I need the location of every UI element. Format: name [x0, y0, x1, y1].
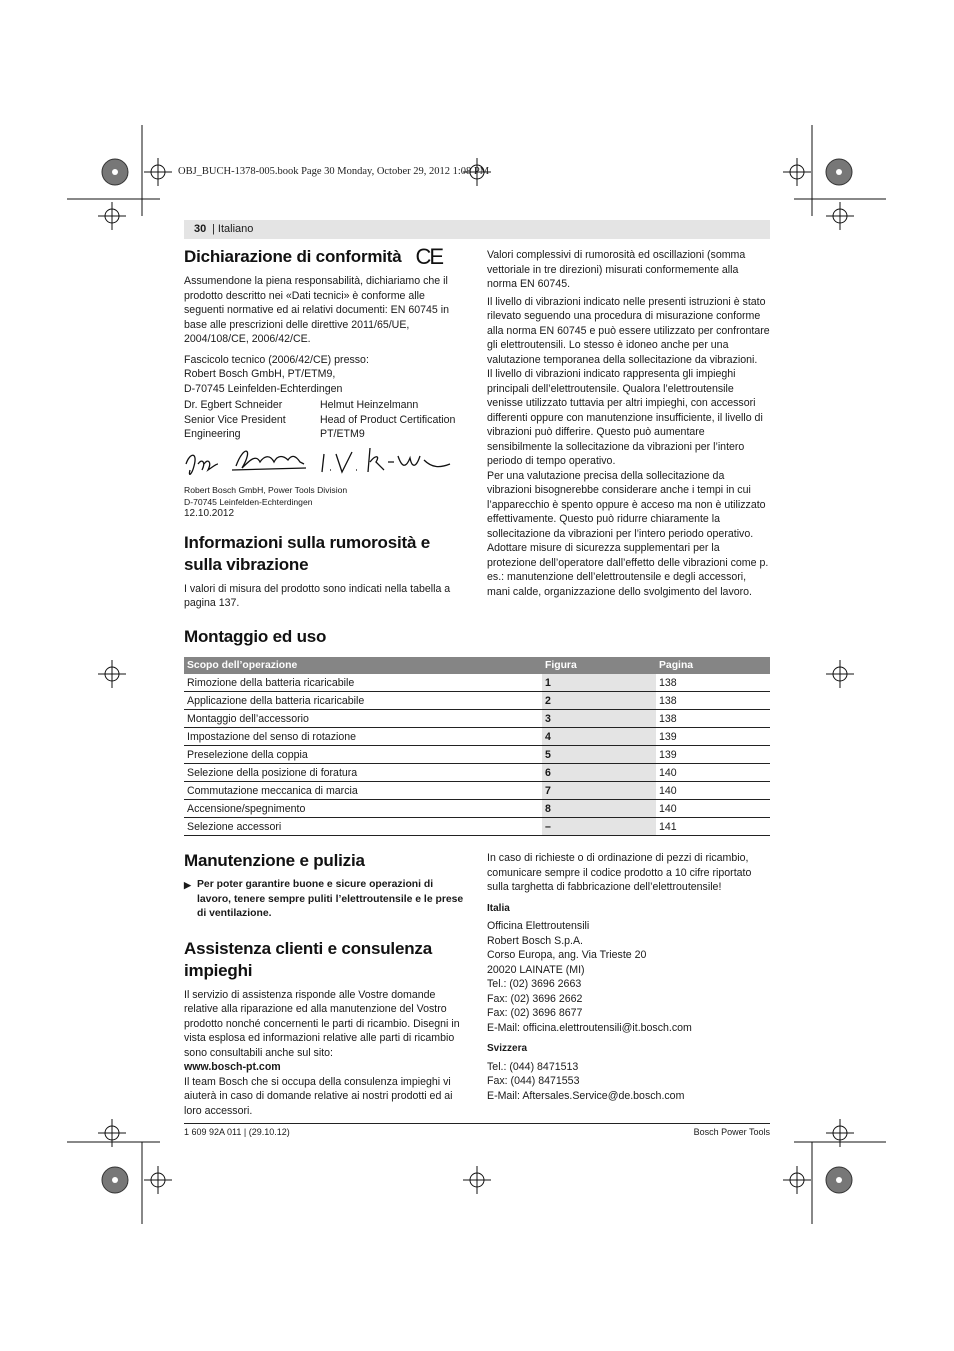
address-line: Robert Bosch S.p.A.	[487, 934, 583, 947]
signer-1: Dr. Egbert Schneider Senior Vice President Engineering	[184, 399, 286, 440]
language-label: | Italiano	[212, 223, 254, 235]
service-text-2: Il team Bosch che si occupa della consulenza impieghi vi aiuterà in caso di domande relative ai nostri prodotti ed ai loro accessori.	[184, 1075, 453, 1117]
page-cell: 138	[656, 710, 770, 728]
footer-rule	[184, 1123, 770, 1124]
italia-address	[487, 919, 770, 1035]
conformity-section	[184, 246, 467, 611]
noise-title: Informazioni sulla rumorosità e sulla vibrazione	[184, 532, 431, 574]
page-cell: 140	[656, 800, 770, 818]
vibration-p4: Per una valutazione precisa della sollecitazione da vibrazioni bisognerebbe considerare anche i tempi in cui l’apparecchio è spento oppure è acceso ma non è utilizzato effettivamente. Questo può ridurre chiaramente la sollecitazione da vibrazioni per l’intero periodo operativo.	[487, 469, 766, 540]
page-cell: 140	[656, 764, 770, 782]
table-row	[184, 674, 770, 692]
assembly-table	[184, 657, 770, 836]
operation-cell: Preselezione della coppia	[184, 746, 542, 764]
table-header-row	[184, 657, 770, 674]
signer-2: Helmut Heinzelmann Head of Product Certification PT/ETM9	[320, 399, 456, 440]
address-line: 20020 LAINATE (MI)	[487, 963, 585, 976]
address-line: Fax: (02) 3696 8677	[487, 1007, 583, 1019]
maintenance-title: Manutenzione e pulizia	[184, 851, 365, 870]
address-line: Fax: (02) 3696 2662	[487, 992, 583, 1005]
noise-text: I valori di misura del prodotto sono indicati nella tabella a pagina 137.	[184, 582, 451, 609]
operation-cell: Selezione della posizione di foratura	[184, 764, 542, 782]
operation-cell: Accensione/spegnimento	[184, 800, 542, 818]
page-cell: 141	[656, 818, 770, 836]
table-row	[184, 692, 770, 710]
address-line: Corso Europa, ang. Via Trieste 20	[487, 949, 647, 961]
vibration-p1: Valori complessivi di rumorosità ed oscillazioni (somma vettoriale in tre direzioni) misurati conformemente alla norma EN 60745.	[487, 249, 746, 290]
table-row	[184, 746, 770, 764]
figure-cell: 6	[542, 764, 656, 782]
page-cell: 139	[656, 728, 770, 746]
col-page: Pagina	[656, 657, 770, 674]
vibration-p3: Il livello di vibrazioni indicato rappresenta gli impieghi principali dell’elettroutensile. Qualora l’elettroutensile venisse utilizzato tuttavia per altri impieghi, con accessori differenti oppure con manutenzione insufficiente, il livello di vibrazioni può differire. Questo può aumentare sensibilmente la sollecitazione da vibrazioni per l’intero periodo di tempo operativo.	[487, 368, 763, 467]
signatures-image	[184, 444, 467, 484]
page-header	[184, 220, 770, 239]
footer-code: 1 609 92A 011 | (29.10.12)	[184, 1127, 290, 1137]
address-line[interactable]: E-Mail: Aftersales.Service@de.bosch.com	[487, 1089, 685, 1102]
service-title: Assistenza clienti e consulenza impieghi	[184, 938, 432, 980]
operation-cell: Montaggio dell’accessorio	[184, 710, 542, 728]
page-number: 30	[194, 223, 207, 235]
figure-cell: 7	[542, 782, 656, 800]
page-cell: 138	[656, 674, 770, 692]
print-slug: OBJ_BUCH-1378-005.book Page 30 Monday, October 29, 2012 1:08 PM	[178, 166, 490, 177]
company-info: Robert Bosch GmbH, Power Tools Division D-70745 Leinfelden-Echterdingen 12.10.2012	[184, 484, 348, 519]
address-line: Tel.: (02) 3696 2663	[487, 978, 582, 990]
operation-cell: Impostazione del senso di rotazione	[184, 728, 542, 746]
address-line[interactable]: E-Mail: officina.elettroutensili@it.bosch.com	[487, 1021, 692, 1034]
ce-mark-icon: CE	[415, 244, 443, 269]
svizzera-label: Svizzera	[487, 1043, 528, 1054]
address-line: Fax: (044) 8471553	[487, 1075, 580, 1087]
operation-cell: Applicazione della batteria ricaricabile	[184, 692, 542, 710]
figure-cell: 1	[542, 674, 656, 692]
figure-cell: –	[542, 818, 656, 836]
table-row	[184, 800, 770, 818]
operation-cell: Selezione accessori	[184, 818, 542, 836]
table-row	[184, 710, 770, 728]
maintenance-section	[184, 850, 467, 1118]
tech-file: Fascicolo tecnico (2006/42/CE) presso: Robert Bosch GmbH, PT/ETM9, D-70745 Leinfelden-Echterdingen	[184, 353, 369, 395]
assembly-title: Montaggio ed uso	[184, 627, 327, 646]
vibration-p2: Il livello di vibrazioni indicato nelle presenti istruzioni è stato rilevato seguendo una procedura di misurazione conforme alla norma EN 60745 e può essere utilizzato per confrontare gli elettroutensili. Lo stesso è idoneo anche per una valutazione temporanea della sollecitazione da vibrazioni.	[487, 295, 770, 366]
operation-cell: Rimozione della batteria ricaricabile	[184, 674, 542, 692]
table-row	[184, 782, 770, 800]
vibration-p5: Adottare misure di sicurezza supplementari per la protezione dell’operatore dall’effetto delle vibrazioni come p. es.: manutenzione dell’elettroutensile e degli accessori, mani calde, organizzazione dello svolgimento del lavoro.	[487, 542, 769, 598]
website-link[interactable]: www.bosch-pt.com	[184, 1061, 281, 1073]
service-text: Il servizio di assistenza risponde alle Vostre domande relative alla riparazione ed alla manutenzione del Vostro prodotto nonché concernenti le parti di ricambio. Disegni in vista esplosa ed informazioni relative alle parti di ricambio sono consultabili anche sul sito:	[184, 988, 460, 1059]
bullet-triangle-icon: ▶	[184, 880, 191, 890]
page-cell: 140	[656, 782, 770, 800]
address-line: Tel.: (044) 8471513	[487, 1060, 579, 1073]
col-operation: Scopo dell’operazione	[184, 657, 542, 674]
footer-brand: Bosch Power Tools	[693, 1127, 770, 1137]
contacts-section	[487, 851, 770, 1103]
svizzera-address	[487, 1060, 770, 1104]
vibration-section	[487, 248, 770, 599]
italia-label: Italia	[487, 902, 510, 914]
table-row	[184, 728, 770, 746]
figure-cell: 4	[542, 728, 656, 746]
col-figure: Figura	[542, 657, 656, 674]
page-cell: 139	[656, 746, 770, 764]
figure-cell: 3	[542, 710, 656, 728]
figure-cell: 5	[542, 746, 656, 764]
contacts-intro: In caso di richieste o di ordinazione di pezzi di ricambio, comunicare sempre il codice prodotto a 10 cifre riportato sulla targhetta di fabbricazione dell’elettroutensile!	[487, 852, 752, 893]
signers	[184, 398, 467, 442]
operation-cell: Commutazione meccanica di marcia	[184, 782, 542, 800]
figure-cell: 8	[542, 800, 656, 818]
conformity-text: Assumendone la piena responsabilità, dichiariamo che il prodotto descritto nei «Dati tecnici» è conforme alle seguenti normative ed ai relativi documenti: EN 60745 in base alle prescrizioni delle direttive 2011/65/UE, 2004/108/CE, 2006/42/CE.	[184, 275, 449, 345]
conformity-title: Dichiarazione di conformità CE	[184, 244, 443, 269]
table-row	[184, 818, 770, 836]
page-cell: 138	[656, 692, 770, 710]
figure-cell: 2	[542, 692, 656, 710]
address-line: Officina Elettroutensili	[487, 920, 590, 932]
table-row	[184, 764, 770, 782]
maintenance-bullet: ▶ Per poter garantire buone e sicure operazioni di lavoro, tenere sempre puliti l’elettroutensile e le prese di ventilazione.	[184, 878, 467, 922]
